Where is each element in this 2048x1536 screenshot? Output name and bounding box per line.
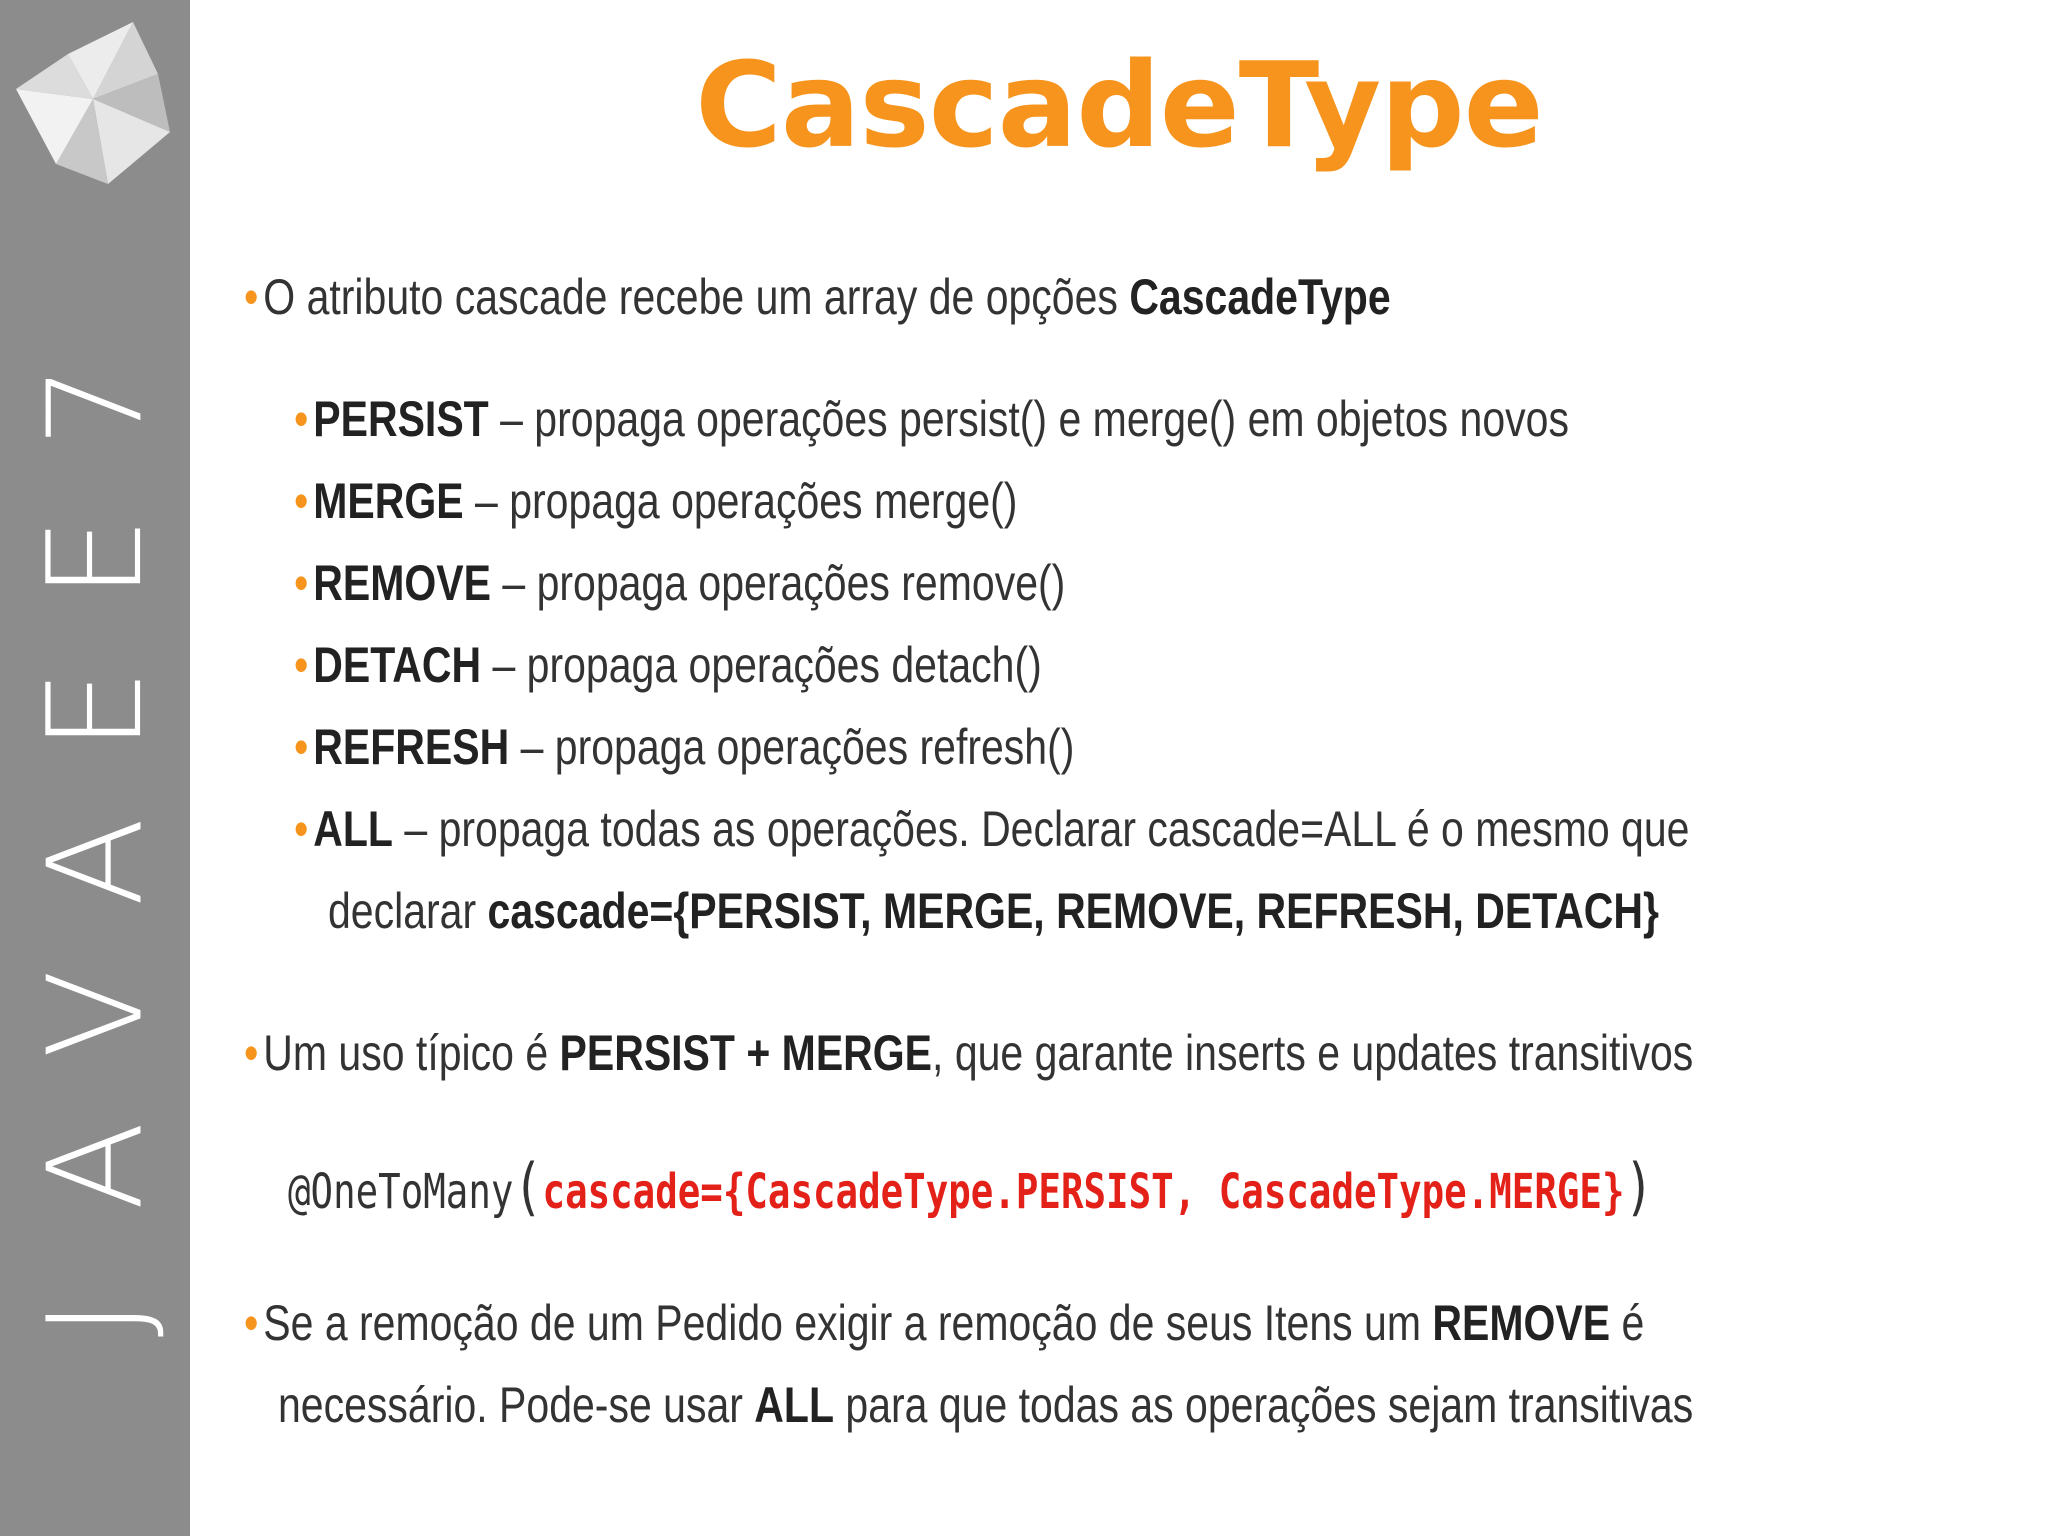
bullet-dot-icon: •	[294, 555, 309, 611]
bullet-dot-icon: •	[244, 269, 259, 325]
bullet-dot-icon: •	[244, 1295, 259, 1351]
slide-title: CascadeType	[695, 36, 1543, 174]
bullet-dot-icon: •	[294, 391, 309, 447]
vertical-title	[20, 330, 170, 1394]
bullet-dot-icon: •	[244, 1025, 259, 1081]
side-letter: V	[19, 969, 171, 1059]
subitem-merge: •MERGE – propaga operações merge()	[294, 473, 1018, 529]
bullet-dot-icon: •	[294, 473, 309, 529]
subitem-all: •ALL – propaga todas as operações. Declarar cascade=ALL é o mesmo que	[294, 801, 1690, 857]
bullet-dot-icon: •	[294, 719, 309, 775]
side-letter: E	[18, 516, 171, 600]
subitem-refresh: •REFRESH – propaga operações refresh()	[294, 719, 1075, 775]
subitem-persist: •PERSIST – propaga operações persist() e merge() em objetos novos	[294, 391, 1569, 447]
side-letter: A	[19, 817, 171, 907]
bullet-remove-pedido: •Se a remoção de um Pedido exigir a remoção de seus Itens um REMOVE é	[244, 1295, 1645, 1351]
side-letter: 7	[19, 364, 171, 448]
java-ee-star-icon	[8, 14, 178, 184]
subitem-remove: •REMOVE – propaga operações remove()	[294, 555, 1066, 611]
bullet-cascade-array: •O atributo cascade recebe um array de opções CascadeType	[244, 269, 1391, 325]
side-letter: A	[19, 1121, 171, 1211]
code-annotation: @OneToMany	[288, 1164, 514, 1220]
code-snippet: @OneToMany(cascade={CascadeType.PERSIST, CascadeType.MERGE})	[288, 1150, 1654, 1223]
side-letter: J	[19, 1298, 171, 1338]
bullet-dot-icon: •	[294, 637, 309, 693]
subitem-detach: •DETACH – propaga operações detach()	[294, 637, 1042, 693]
sidebar	[0, 0, 190, 1536]
bullet-dot-icon: •	[294, 801, 309, 857]
code-args: cascade={CascadeType.PERSIST, CascadeType.MERGE}	[542, 1164, 1625, 1220]
side-letter: E	[18, 668, 171, 752]
bullet-remove-pedido-continuation: necessário. Pode-se usar ALL para que todas as operações sejam transitivas	[278, 1377, 1694, 1433]
subitem-all-continuation: declarar cascade={PERSIST, MERGE, REMOVE, REFRESH, DETACH}	[328, 883, 1659, 939]
bullet-typical-use: •Um uso típico é PERSIST + MERGE, que garante inserts e updates transitivos	[244, 1025, 1694, 1081]
